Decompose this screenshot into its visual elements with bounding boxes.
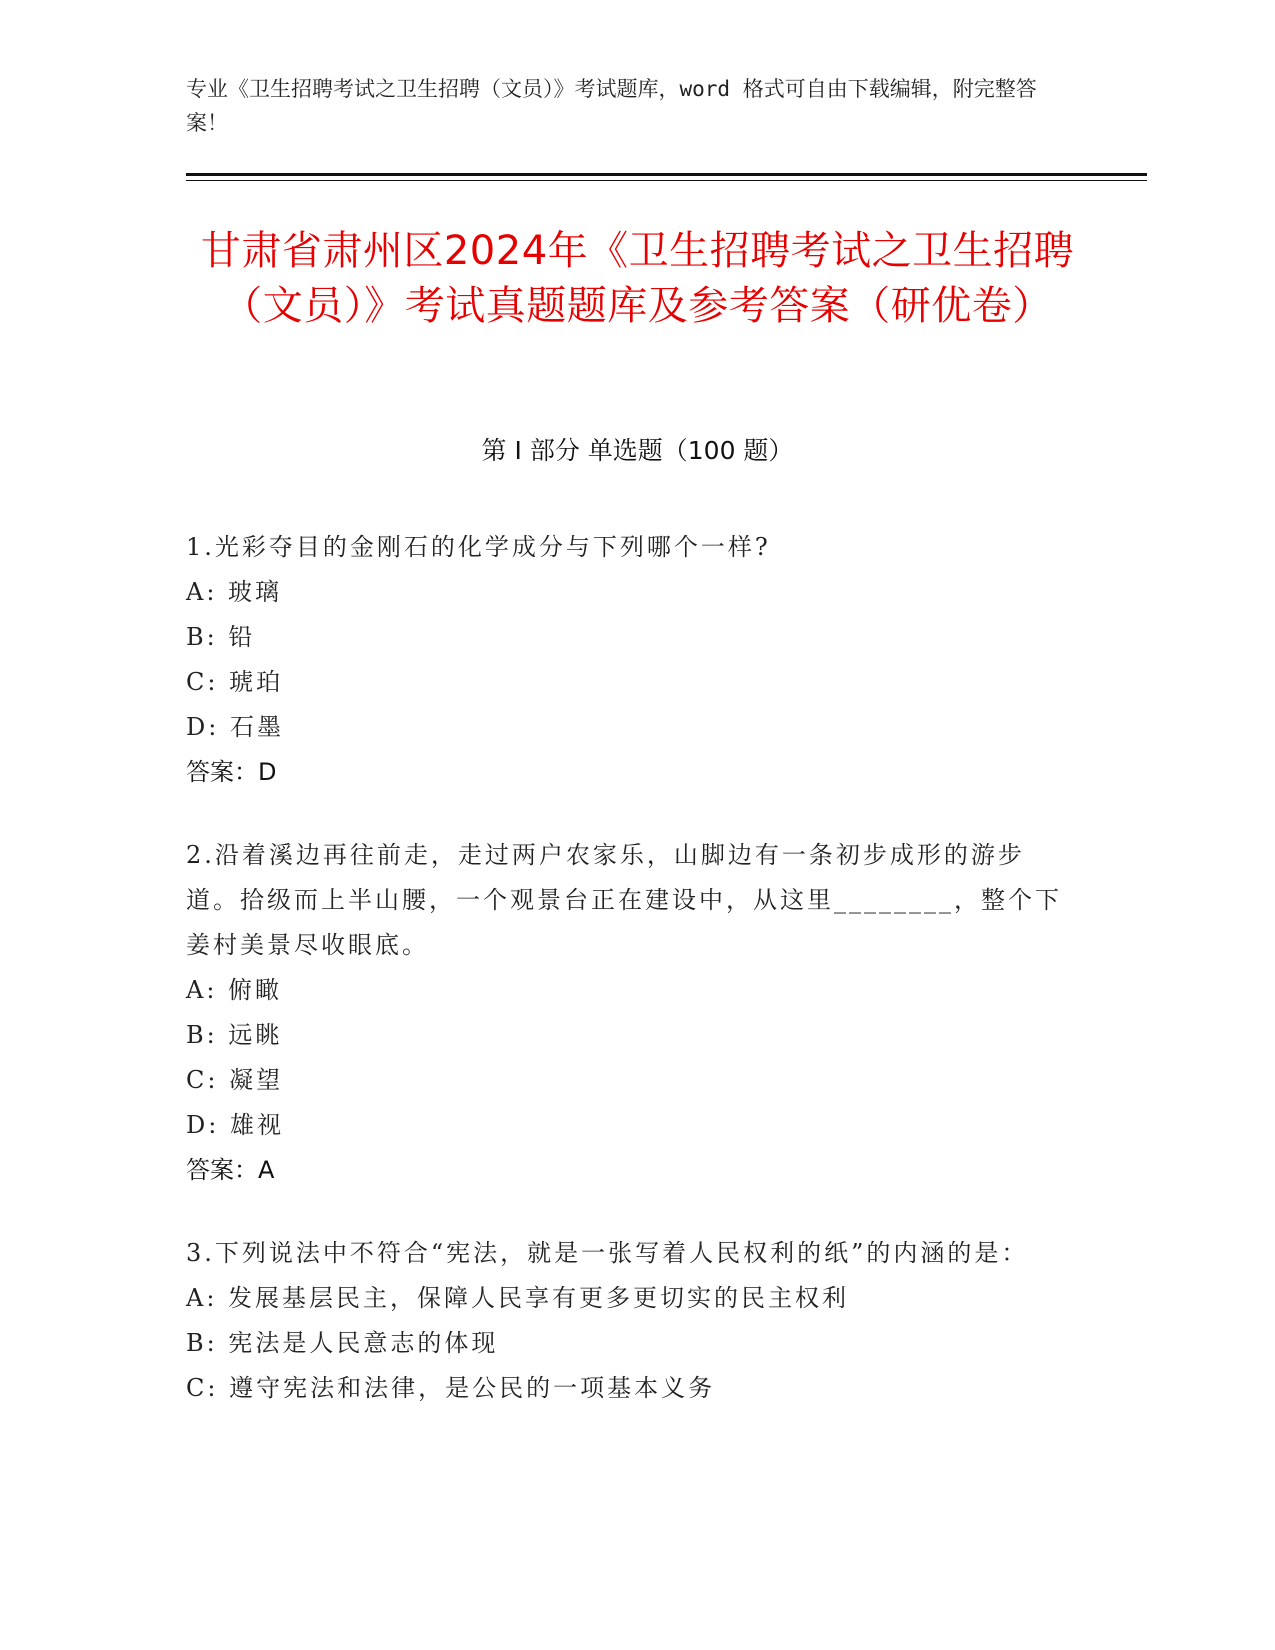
option-b: B: 远眺 (186, 1021, 283, 1049)
answer: 答案：D (186, 758, 277, 786)
header-note: 专业《卫生招聘考试之卫生招聘（文员）》考试题库，word 格式可自由下载编辑，附完整答案！ (186, 77, 1037, 135)
document-title: 甘肃省肃州区2024年《卫生招聘考试之卫生招聘（文员）》考试真题题库及参考答案（研优卷） (200, 228, 1075, 329)
question-1 (186, 525, 1066, 795)
section-heading: 第 I 部分 单选题（100 题） (481, 436, 794, 465)
option-b: B: 宪法是人民意志的体现 (186, 1329, 499, 1357)
option-c: C: 琥珀 (186, 668, 284, 696)
answer: 答案：A (186, 1156, 275, 1184)
option-b: B: 铅 (186, 623, 256, 651)
question-stem: 2.沿着溪边再往前走，走过两户农家乐，山脚边有一条初步成形的游步道。拾级而上半山腰，一个观景台正在建设中，从这里________，整个下姜村美景尽收眼底。 (186, 841, 1062, 959)
option-d: D: 石墨 (186, 713, 284, 741)
question-stem: 3.下列说法中不符合“宪法，就是一张写着人民权利的纸”的内涵的是： (186, 1239, 1029, 1267)
option-a: A: 俯瞰 (186, 976, 283, 1004)
option-a: A: 玻璃 (186, 578, 283, 606)
question-stem: 1.光彩夺目的金刚石的化学成分与下列哪个一样? (186, 533, 771, 561)
question-2 (186, 833, 1066, 1193)
option-c: C: 凝望 (186, 1066, 284, 1094)
header-rule-thin (186, 180, 1147, 181)
option-d: D: 雄视 (186, 1111, 284, 1139)
option-c: C: 遵守宪法和法律，是公民的一项基本义务 (186, 1374, 716, 1402)
header-rule-thick (186, 173, 1147, 176)
option-a: A: 发展基层民主，保障人民享有更多更切实的民主权利 (186, 1284, 850, 1312)
question-list (186, 525, 1066, 1449)
question-3 (186, 1231, 1066, 1411)
